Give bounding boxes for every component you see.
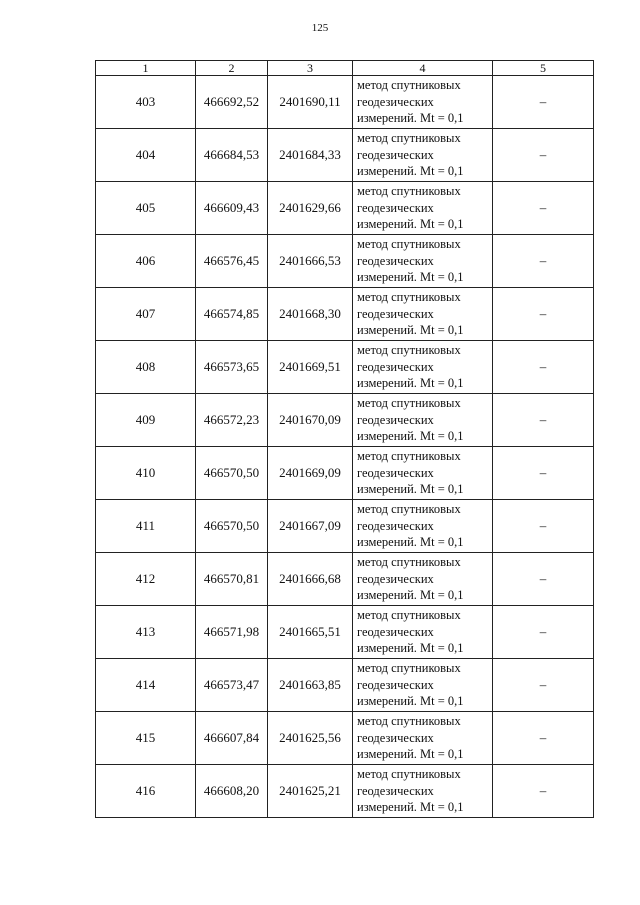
- column-header: 1: [96, 61, 196, 76]
- table-row: [96, 553, 594, 606]
- x-coordinate-cell: 466692,52: [196, 76, 268, 129]
- x-coordinate-cell: 466573,65: [196, 341, 268, 394]
- x-coordinate-cell: 466573,47: [196, 659, 268, 712]
- method-line: геодезических: [357, 147, 434, 162]
- x-coordinate-cell: 466570,50: [196, 500, 268, 553]
- y-coordinate-cell: 2401670,09: [268, 394, 353, 447]
- column-header: 2: [196, 61, 268, 76]
- table-header-row: [96, 61, 594, 76]
- method-line: измерений. Mt = 0,1: [357, 800, 464, 815]
- point-number-cell: 403: [96, 76, 196, 129]
- method-line: метод спутниковых: [357, 449, 461, 464]
- column-header: 4: [353, 61, 493, 76]
- page-number: 125: [311, 22, 329, 34]
- method-cell: [353, 659, 493, 712]
- method-cell: [353, 341, 493, 394]
- y-coordinate-cell: 2401625,56: [268, 712, 353, 765]
- point-number-cell: 415: [96, 712, 196, 765]
- method-line: геодезических: [357, 571, 434, 586]
- method-line: геодезических: [357, 730, 434, 745]
- point-number-cell: 406: [96, 235, 196, 288]
- note-cell: –: [493, 500, 594, 553]
- y-coordinate-cell: 2401669,51: [268, 341, 353, 394]
- method-cell: [353, 606, 493, 659]
- note-cell: –: [493, 394, 594, 447]
- table-row: [96, 500, 594, 553]
- note-cell: –: [493, 76, 594, 129]
- method-cell: [353, 712, 493, 765]
- point-number-cell: 410: [96, 447, 196, 500]
- x-coordinate-cell: 466572,23: [196, 394, 268, 447]
- y-coordinate-cell: 2401669,09: [268, 447, 353, 500]
- method-line: метод спутниковых: [357, 290, 461, 305]
- method-cell: [353, 129, 493, 182]
- y-coordinate-cell: 2401690,11: [268, 76, 353, 129]
- x-coordinate-cell: 466570,81: [196, 553, 268, 606]
- method-line: измерений. Mt = 0,1: [357, 588, 464, 603]
- table-row: [96, 447, 594, 500]
- y-coordinate-cell: 2401663,85: [268, 659, 353, 712]
- point-number-cell: 414: [96, 659, 196, 712]
- y-coordinate-cell: 2401668,30: [268, 288, 353, 341]
- table-body: [96, 76, 594, 818]
- method-line: метод спутниковых: [357, 767, 461, 782]
- table-row: [96, 659, 594, 712]
- note-cell: –: [493, 182, 594, 235]
- method-line: метод спутниковых: [357, 184, 461, 199]
- method-line: измерений. Mt = 0,1: [357, 323, 464, 338]
- point-number-cell: 407: [96, 288, 196, 341]
- method-line: измерений. Mt = 0,1: [357, 482, 464, 497]
- y-coordinate-cell: 2401666,53: [268, 235, 353, 288]
- method-line: геодезических: [357, 412, 434, 427]
- x-coordinate-cell: 466570,50: [196, 447, 268, 500]
- table-row: [96, 76, 594, 129]
- table-row: [96, 712, 594, 765]
- point-number-cell: 416: [96, 765, 196, 818]
- method-line: геодезических: [357, 253, 434, 268]
- point-number-cell: 412: [96, 553, 196, 606]
- y-coordinate-cell: 2401665,51: [268, 606, 353, 659]
- point-number-cell: 405: [96, 182, 196, 235]
- method-line: измерений. Mt = 0,1: [357, 217, 464, 232]
- method-line: геодезических: [357, 200, 434, 215]
- x-coordinate-cell: 466571,98: [196, 606, 268, 659]
- point-number-cell: 408: [96, 341, 196, 394]
- x-coordinate-cell: 466607,84: [196, 712, 268, 765]
- method-cell: [353, 447, 493, 500]
- note-cell: –: [493, 765, 594, 818]
- table-row: [96, 182, 594, 235]
- column-header: 5: [493, 61, 594, 76]
- method-cell: [353, 765, 493, 818]
- note-cell: –: [493, 553, 594, 606]
- method-line: измерений. Mt = 0,1: [357, 270, 464, 285]
- method-line: измерений. Mt = 0,1: [357, 694, 464, 709]
- method-line: метод спутниковых: [357, 608, 461, 623]
- table-row: [96, 765, 594, 818]
- method-line: измерений. Mt = 0,1: [357, 641, 464, 656]
- method-line: геодезических: [357, 783, 434, 798]
- method-cell: [353, 394, 493, 447]
- method-line: метод спутниковых: [357, 555, 461, 570]
- y-coordinate-cell: 2401684,33: [268, 129, 353, 182]
- method-line: метод спутниковых: [357, 131, 461, 146]
- method-line: метод спутниковых: [357, 661, 461, 676]
- x-coordinate-cell: 466574,85: [196, 288, 268, 341]
- note-cell: –: [493, 129, 594, 182]
- note-cell: –: [493, 288, 594, 341]
- method-cell: [353, 235, 493, 288]
- note-cell: –: [493, 447, 594, 500]
- table-row: [96, 235, 594, 288]
- table-row: [96, 288, 594, 341]
- method-line: измерений. Mt = 0,1: [357, 535, 464, 550]
- method-line: геодезических: [357, 94, 434, 109]
- coordinates-table: [95, 60, 594, 818]
- method-line: измерений. Mt = 0,1: [357, 164, 464, 179]
- method-line: метод спутниковых: [357, 396, 461, 411]
- y-coordinate-cell: 2401625,21: [268, 765, 353, 818]
- method-line: геодезических: [357, 518, 434, 533]
- table-row: [96, 341, 594, 394]
- note-cell: –: [493, 235, 594, 288]
- x-coordinate-cell: 466576,45: [196, 235, 268, 288]
- table-row: [96, 129, 594, 182]
- method-line: геодезических: [357, 359, 434, 374]
- point-number-cell: 413: [96, 606, 196, 659]
- method-cell: [353, 182, 493, 235]
- method-cell: [353, 500, 493, 553]
- note-cell: –: [493, 341, 594, 394]
- note-cell: –: [493, 712, 594, 765]
- y-coordinate-cell: 2401666,68: [268, 553, 353, 606]
- column-header: 3: [268, 61, 353, 76]
- method-line: геодезических: [357, 306, 434, 321]
- method-line: измерений. Mt = 0,1: [357, 376, 464, 391]
- method-line: метод спутниковых: [357, 78, 461, 93]
- method-line: метод спутниковых: [357, 714, 461, 729]
- table-row: [96, 606, 594, 659]
- method-cell: [353, 76, 493, 129]
- x-coordinate-cell: 466684,53: [196, 129, 268, 182]
- point-number-cell: 404: [96, 129, 196, 182]
- method-line: метод спутниковых: [357, 502, 461, 517]
- table-row: [96, 394, 594, 447]
- method-line: геодезических: [357, 677, 434, 692]
- x-coordinate-cell: 466608,20: [196, 765, 268, 818]
- method-cell: [353, 553, 493, 606]
- method-line: измерений. Mt = 0,1: [357, 429, 464, 444]
- method-line: измерений. Mt = 0,1: [357, 111, 464, 126]
- method-line: измерений. Mt = 0,1: [357, 747, 464, 762]
- y-coordinate-cell: 2401629,66: [268, 182, 353, 235]
- y-coordinate-cell: 2401667,09: [268, 500, 353, 553]
- method-line: метод спутниковых: [357, 343, 461, 358]
- point-number-cell: 411: [96, 500, 196, 553]
- method-line: метод спутниковых: [357, 237, 461, 252]
- x-coordinate-cell: 466609,43: [196, 182, 268, 235]
- note-cell: –: [493, 606, 594, 659]
- method-line: геодезических: [357, 624, 434, 639]
- point-number-cell: 409: [96, 394, 196, 447]
- method-line: геодезических: [357, 465, 434, 480]
- note-cell: –: [493, 659, 594, 712]
- method-cell: [353, 288, 493, 341]
